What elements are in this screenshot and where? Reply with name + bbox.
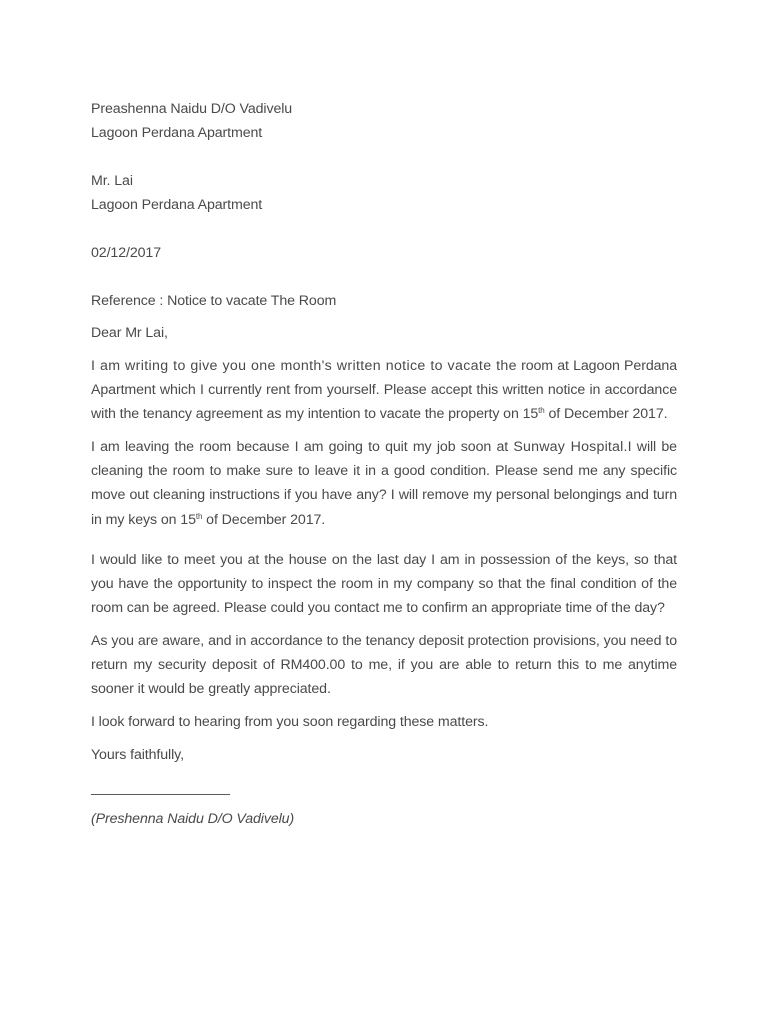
paragraph-notice-end: of December 2017. bbox=[544, 406, 668, 423]
letter-date: 02/12/2017 bbox=[91, 245, 162, 261]
paragraph-notice-body: room at Lagoon Perdana Apartment which I currently rent from yourself. Please accept this written notice in accordance with the tenancy agreement as my intention to vacate the property on 15 bbox=[91, 358, 677, 423]
paragraph-reason-body: I will be cleaning the room to make sure to leave it in a good condition. Please send me any specific move out cleaning instructions if you have any? I will remove my personal belongings and turn in my keys on 15 bbox=[91, 439, 677, 528]
paragraph-reason-end: of December 2017. bbox=[202, 511, 326, 528]
paragraph-notice-sup: th bbox=[538, 406, 545, 416]
signature-line bbox=[91, 794, 230, 795]
paragraph-reason-lead: I am leaving the room because I am going to quit my job soon at bbox=[91, 439, 514, 455]
paragraph-inspection-text: I would like to meet you at the house on the last day I am in possession of the keys, so that you have the opportunity to inspect the room in my company so that the final condition of the room can be agreed. Please could you contact me to confirm an appropriate time of the day? bbox=[91, 552, 677, 617]
paragraph-followup-text: I look forward to hearing from you soon regarding these matters. bbox=[91, 714, 489, 730]
closing: Yours faithfully, bbox=[91, 747, 184, 763]
sender-address: Lagoon Perdana Apartment bbox=[91, 125, 263, 141]
signature-name: (Preshenna Naidu D/O Vadivelu) bbox=[91, 811, 295, 827]
paragraph-notice-lead: I am writing to give you one month's written notice to vacate the bbox=[91, 358, 517, 374]
paragraph-followup bbox=[91, 710, 677, 734]
paragraph-notice bbox=[91, 354, 677, 427]
paragraph-deposit bbox=[91, 629, 677, 702]
paragraph-inspection bbox=[91, 548, 677, 621]
reference-line: Reference : Notice to vacate The Room bbox=[91, 293, 337, 309]
paragraph-reason-sup: th bbox=[195, 511, 203, 521]
paragraph-deposit-text: As you are aware, and in accordance to the tenancy deposit protection provisions, you need to return my security deposit of RM400.00 to me, if you are able to return this to me anytime sooner it would be greatly appreciated. bbox=[91, 633, 677, 698]
paragraph-reason-hospital: Sunway Hospital. bbox=[513, 439, 628, 455]
recipient-address: Lagoon Perdana Apartment bbox=[91, 197, 263, 213]
recipient-name: Mr. Lai bbox=[91, 173, 133, 189]
sender-name: Preashenna Naidu D/O Vadivelu bbox=[91, 101, 293, 117]
salutation: Dear Mr Lai, bbox=[91, 325, 168, 341]
paragraph-reason bbox=[91, 435, 677, 532]
